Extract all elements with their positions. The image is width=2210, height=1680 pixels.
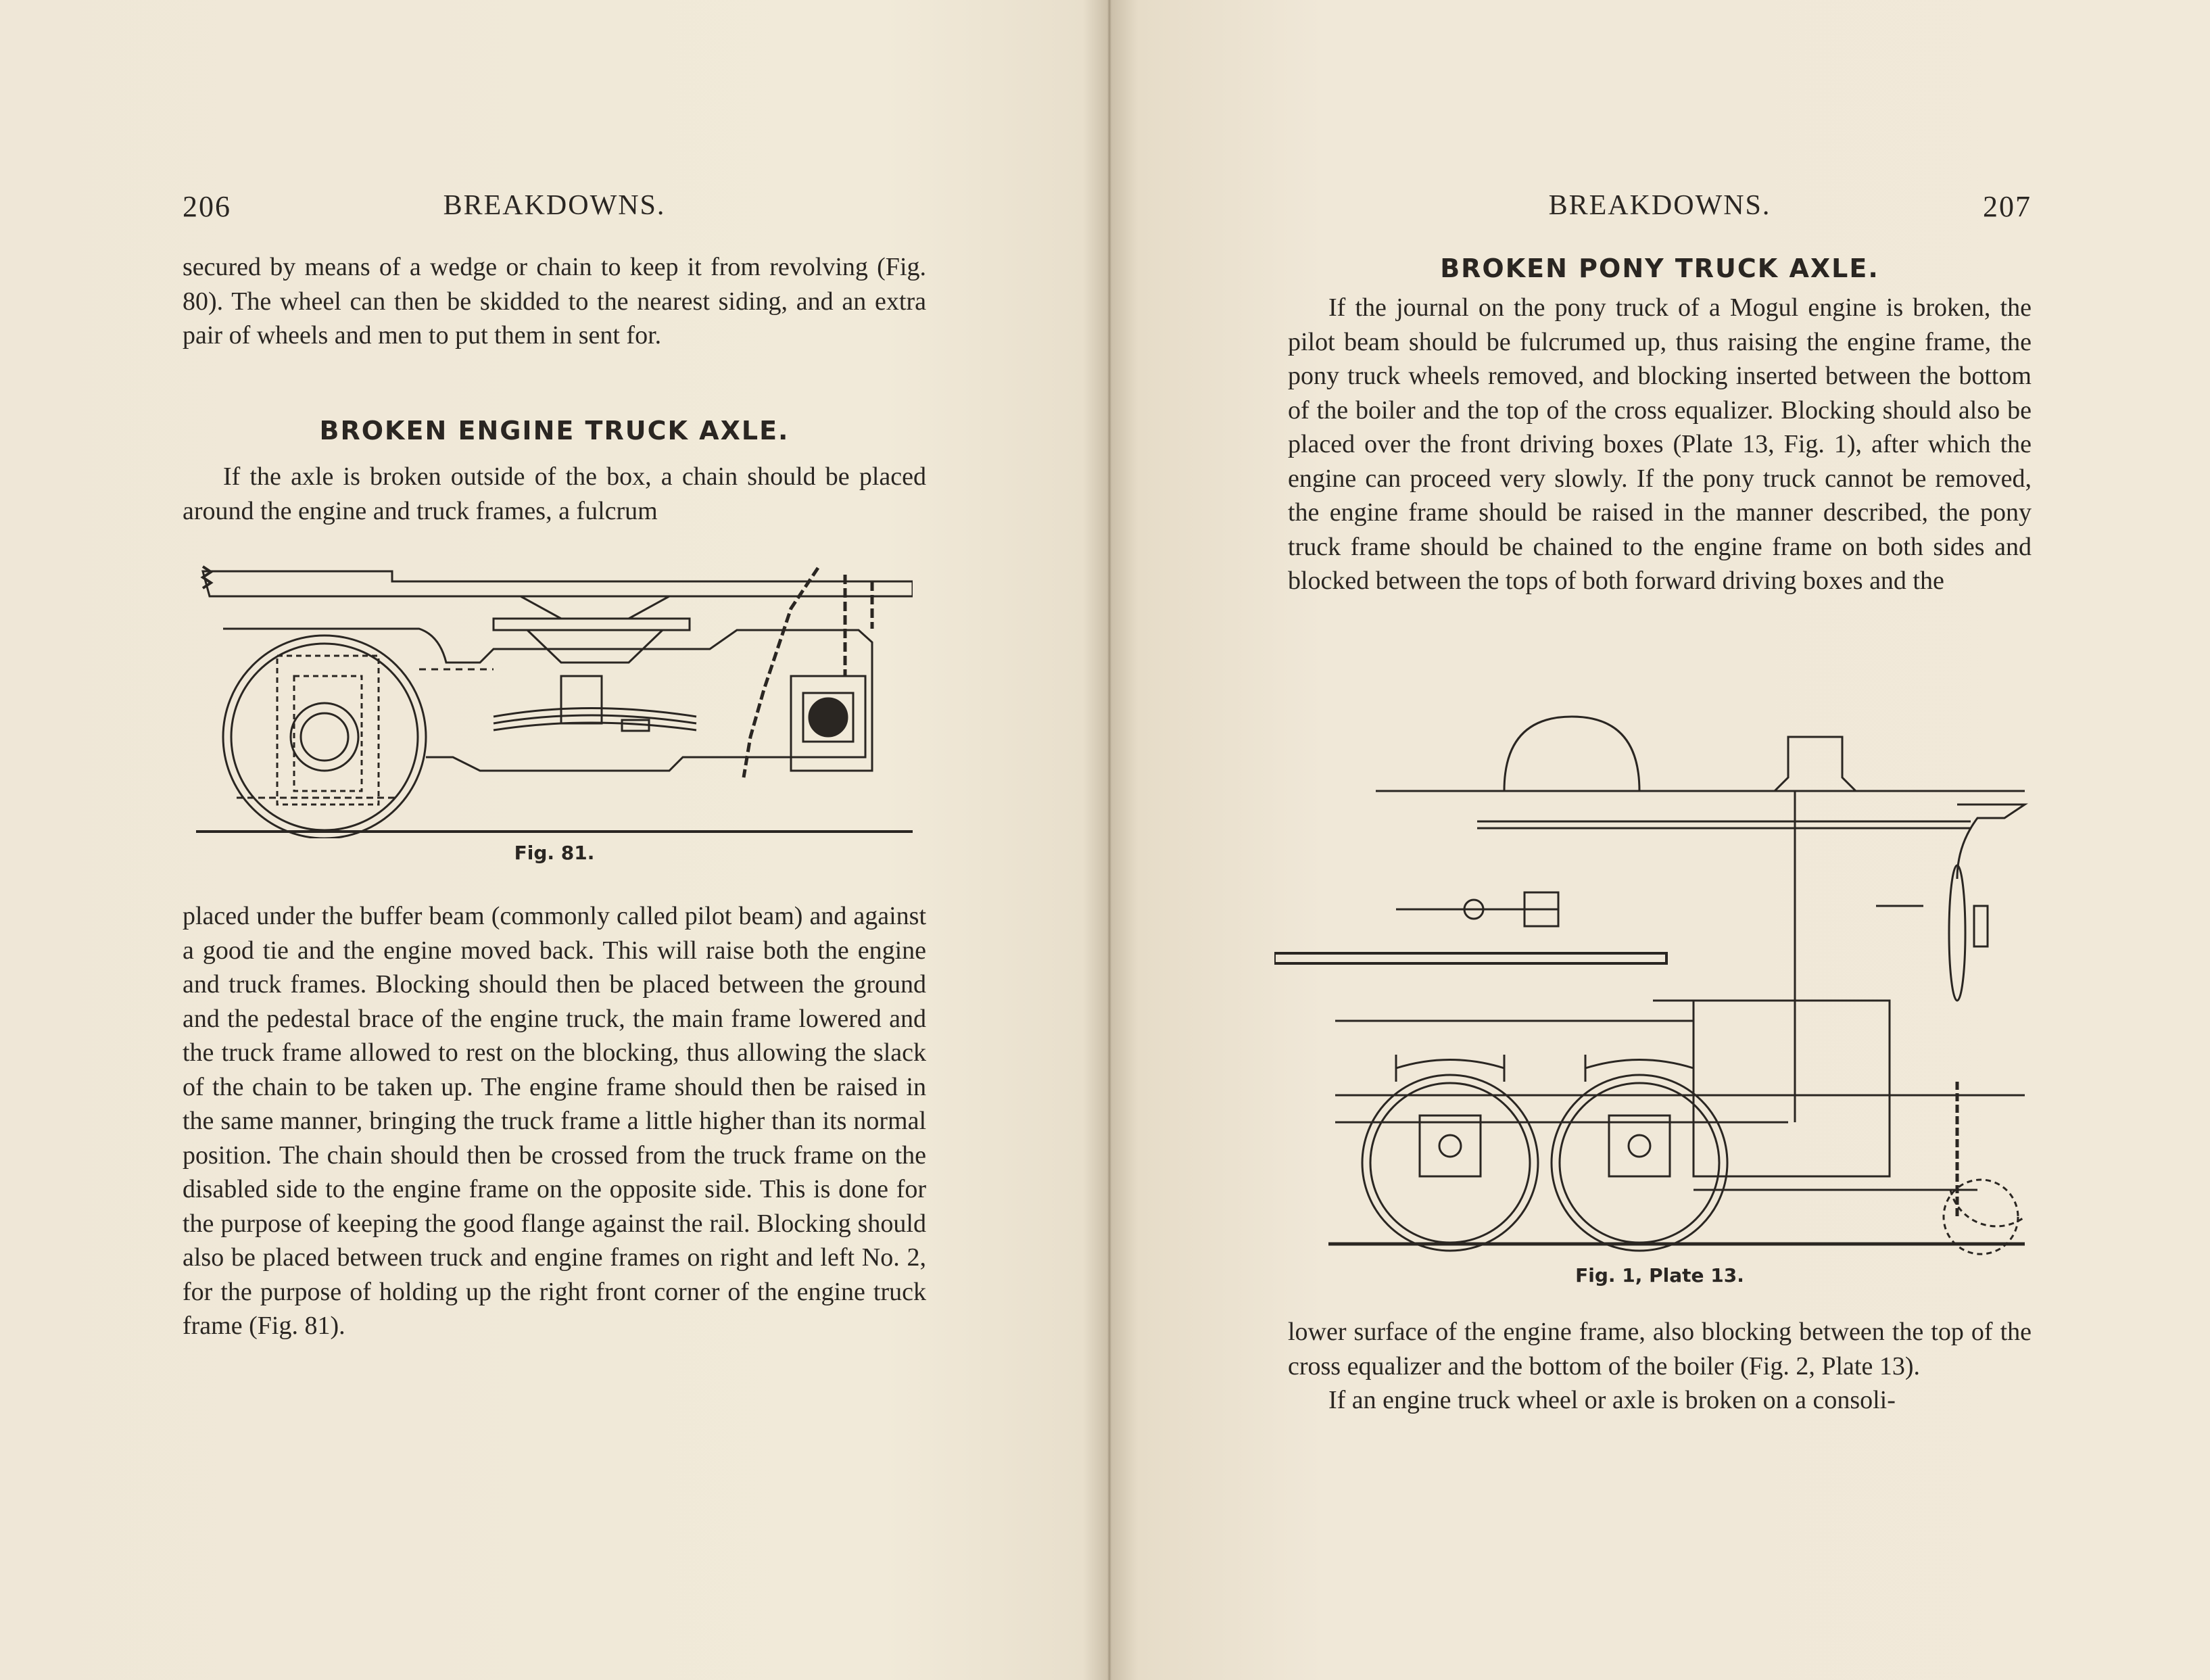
figure-81-truck-diagram xyxy=(196,554,913,838)
book-gutter xyxy=(1107,0,1111,1680)
right-section-heading: BROKEN PONY TRUCK AXLE. xyxy=(1440,254,1879,283)
left-paragraph-1: If the axle is broken outside of the box, a chain should be placed around the engine and truck frames, a fulcrum xyxy=(183,462,926,525)
right-paragraph-2: lower surface of the engine frame, also blocking between the top of the cross equalizer and the bottom of the boiler (Fig. 2, Plate 13). xyxy=(1288,1318,2032,1381)
left-continued-paragraph xyxy=(183,250,926,353)
right-intro-paragraph xyxy=(1288,291,2032,598)
left-figure-caption: Fig. 81. xyxy=(514,842,595,864)
left-paragraph-2: placed under the buffer beam (commonly called pilot beam) and against a good tie and the engine moved back. This will raise both the engine and truck frames. Blocking should then be placed between the ground and the pedestal brace of the engine truck, the main frame lowered and the truck frame allowed to rest on the blocking, thus allowing the slack of the chain to be taken up. The engine frame should then be raised in the same manner, bringing the truck frame a little higher than its normal position. The chain should then be crossed from the truck frame on the disabled side to the engine frame on the opposite side. This is done for the purpose of keeping the good flange against the rail. Blocking should also be placed between truck and engine frames on right and left No. 2, for the purpose of holding up the right front corner of the engine truck frame (Fig. 81). xyxy=(183,902,926,1340)
right-page-number: 207 xyxy=(1983,190,2032,223)
left-page-number: 206 xyxy=(183,190,231,223)
right-page-header xyxy=(1288,189,2032,230)
right-paragraph-1: If the journal on the pony truck of a Mogul engine is broken, the pilot beam should be fulcrumed up, thus raising the engine frame, the pony truck wheels removed, and blocking inserted between the bottom of the boiler and the top of the cross equalizer. Blocking should also be placed over the front driving boxes (Plate 13, Fig. 1), after which the engine can proceed very slowly. If the pony truck cannot be removed, the engine frame should be raised in the manner described, the pony truck frame should be chained to the engine frame on both sides and blocked between the tops of both forward driving boxes and the xyxy=(1288,293,2032,595)
left-running-head: BREAKDOWNS. xyxy=(443,190,666,221)
right-continuation-paragraph xyxy=(1288,1315,2032,1418)
left-section-heading: BROKEN ENGINE TRUCK AXLE. xyxy=(319,416,790,446)
left-page-header xyxy=(183,189,926,230)
left-page xyxy=(183,0,926,1680)
left-main-paragraph xyxy=(183,899,926,1343)
left-paragraph-continued: secured by means of a wedge or chain to keep it from revolving (Fig. 80). The wheel can then be skidded to the nearest siding, and an extra pair of wheels and men to put them in sent for. xyxy=(183,253,926,350)
right-running-head: BREAKDOWNS. xyxy=(1548,190,1771,221)
figure-plate-13-locomotive-diagram xyxy=(1274,703,2032,1257)
right-page xyxy=(1288,0,2032,1680)
left-intro-paragraph xyxy=(183,460,926,528)
right-figure-caption: Fig. 1, Plate 13. xyxy=(1575,1264,1744,1287)
right-paragraph-3: If an engine truck wheel or axle is broken on a consoli- xyxy=(1328,1386,1896,1414)
